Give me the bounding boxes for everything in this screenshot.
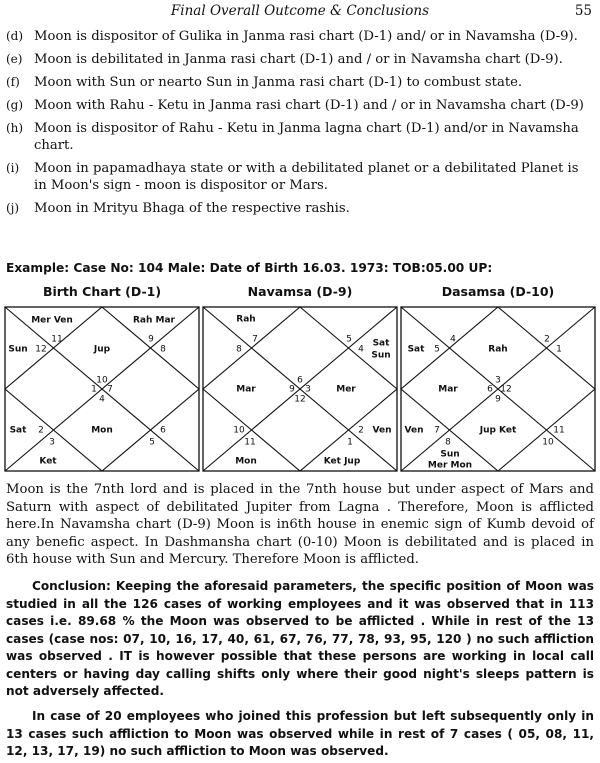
house-number: 8 [445, 437, 451, 448]
planet-label: Rah [488, 344, 508, 355]
final-paragraph: In case of 20 employees who joined this profession but left subsequently only in 13 cases such affliction to Moon was observed while in rest of 7 cases ( 05, 08, 11, 12, 13, 17, 19) no such affliction to Moon was observed. [6, 709, 594, 758]
planet-label: Mer Mon [427, 460, 473, 471]
house-number: 10 [96, 375, 108, 386]
house-number: 9 [289, 384, 295, 395]
item-text: Moon in Mrityu Bhaga of the respective rashis. [34, 201, 350, 216]
list-item [6, 120, 594, 154]
house-number: 10 [233, 425, 245, 436]
planet-label: Ven [372, 425, 392, 436]
list-item [6, 74, 594, 91]
house-number: 7 [434, 425, 440, 436]
planet-label: Mer [336, 384, 356, 395]
item-text: Moon is dispositor of Gulika in Janma rasi chart (D-1) and/ or in Navamsha (D-9). [34, 29, 578, 44]
conclusion-paragraph: Conclusion: Keeping the aforesaid parameters, the specific position of Moon was studied in all the 126 cases of working employees and it was observed that in 113 cases i.e. 89.68 % the Moon was observed to be afflicted . While in rest of the 13 cases (case nos: 07, 10, 16, 17, 40, 61, 67, 76, 77, 78, 93, 95, 120 ) no such affliction was observed . IT is however possible that these persons are working in local call centers or having day calling shifts only where their good night's sleeps pattern is not adversely affected. [6, 579, 594, 698]
house-number: 12 [294, 394, 306, 405]
house-number: 8 [160, 344, 166, 355]
birth-chart-d1 [4, 306, 200, 472]
planet-label: Jup [93, 344, 111, 355]
planet-label: Sun [8, 344, 28, 355]
item-marker: (j) [6, 201, 20, 215]
house-number: 1 [556, 344, 562, 355]
house-number: 7 [107, 384, 113, 395]
chart-diagram [400, 306, 596, 472]
item-text: Moon is debilitated in Janma rasi chart (D-1) and / or in Navamsha chart (D-9). [34, 52, 563, 67]
house-number: 7 [252, 334, 258, 345]
example-heading: Example: Case No: 104 Male: Date of Birth 16.03. 1973: TOB:05.00 UP: [6, 261, 493, 275]
house-number: 4 [99, 394, 105, 405]
planet-label: Mon [235, 456, 257, 467]
house-number: 11 [553, 425, 565, 436]
house-number: 12 [500, 384, 512, 395]
chart-title-d10: Dasamsa (D-10) [441, 284, 555, 299]
planet-label: Sat [372, 338, 390, 349]
house-number: 6 [487, 384, 493, 395]
list-item [6, 28, 594, 45]
house-number: 2 [38, 425, 44, 436]
header-title: Final Overall Outcome & Conclusions [170, 3, 430, 19]
house-number: 11 [51, 334, 63, 345]
item-marker: (d) [6, 29, 24, 43]
planet-label: Rah [236, 314, 256, 325]
house-number: 2 [358, 425, 364, 436]
running-header [0, 3, 600, 21]
house-number: 9 [495, 394, 501, 405]
dasamsa-chart-d10 [400, 306, 596, 472]
planet-label: Sat [9, 425, 27, 436]
house-number: 4 [358, 344, 364, 355]
house-number: 1 [347, 437, 353, 448]
chart-diagram [202, 306, 398, 472]
list-item [6, 200, 594, 217]
house-number: 5 [434, 344, 440, 355]
house-number: 3 [495, 375, 501, 386]
house-number: 6 [160, 425, 166, 436]
house-number: 2 [544, 334, 550, 345]
page-number: 55 [574, 3, 592, 19]
planet-label: Mar [438, 384, 458, 395]
criteria-list [6, 28, 594, 223]
list-item [6, 51, 594, 68]
house-number: 4 [450, 334, 456, 345]
house-number: 1 [91, 384, 97, 395]
item-marker: (f) [6, 75, 20, 89]
house-number: 3 [305, 384, 311, 395]
house-number: 11 [244, 437, 256, 448]
chart-title-d1: Birth Chart (D-1) [42, 284, 162, 299]
planet-label: Mar [236, 384, 256, 395]
house-number: 9 [148, 334, 154, 345]
planet-label: Jup Ket [479, 425, 517, 436]
planet-label: Mer Ven [31, 315, 73, 326]
navamsa-chart-d9 [202, 306, 398, 472]
chart-diagram [4, 306, 200, 472]
planet-label: Sat [407, 344, 425, 355]
house-number: 8 [236, 344, 242, 355]
case-analysis-paragraph: Moon is the 7nth lord and is placed in the 7nth house but under aspect of Mars and Saturn with aspect of debilitated Jupiter from Lagna . Therefore, Moon is afflicted here.In Navamsha chart (D-9) Moon is in6th house in enemic sign of Kumb devoid of any benefic aspect. In Dashmansha chart (0-10) Moon is debilitated and is placed in 6th house with Sun and Mercury. Therefore Moon is afflicted. [6, 482, 594, 567]
planet-label: Ket Jup [323, 456, 361, 467]
item-marker: (i) [6, 161, 20, 175]
house-number: 5 [149, 437, 155, 448]
list-item [6, 160, 594, 194]
house-number: 5 [346, 334, 352, 345]
planet-label: Rah Mar [132, 315, 176, 326]
item-marker: (e) [6, 52, 23, 66]
planet-label: Sun [371, 350, 391, 361]
house-number: 10 [542, 437, 554, 448]
item-marker: (h) [6, 121, 24, 135]
planet-label: Ven [404, 425, 424, 436]
list-item [6, 97, 594, 114]
house-number: 12 [35, 344, 47, 355]
chart-title-d9: Navamsa (D-9) [247, 284, 353, 299]
planet-label: Ket [39, 456, 57, 467]
planet-label: Sun [440, 449, 460, 460]
item-marker: (g) [6, 98, 24, 112]
item-text: Moon with Sun or nearto Sun in Janma rasi chart (D-1) to combust state. [34, 75, 523, 90]
item-text: Moon is dispositor of Rahu - Ketu in Janma lagna chart (D-1) and/or in Navamsha chart. [34, 121, 579, 153]
house-number: 6 [297, 375, 303, 386]
planet-label: Mon [91, 425, 113, 436]
item-text: Moon in papamadhaya state or with a debilitated planet or a debilitated Planet is in Moon's sign - moon is dispositor or Mars. [34, 161, 579, 193]
house-number: 3 [49, 437, 55, 448]
item-text: Moon with Rahu - Ketu in Janma rasi chart (D-1) and / or in Navamsha chart (D-9) [34, 98, 584, 113]
